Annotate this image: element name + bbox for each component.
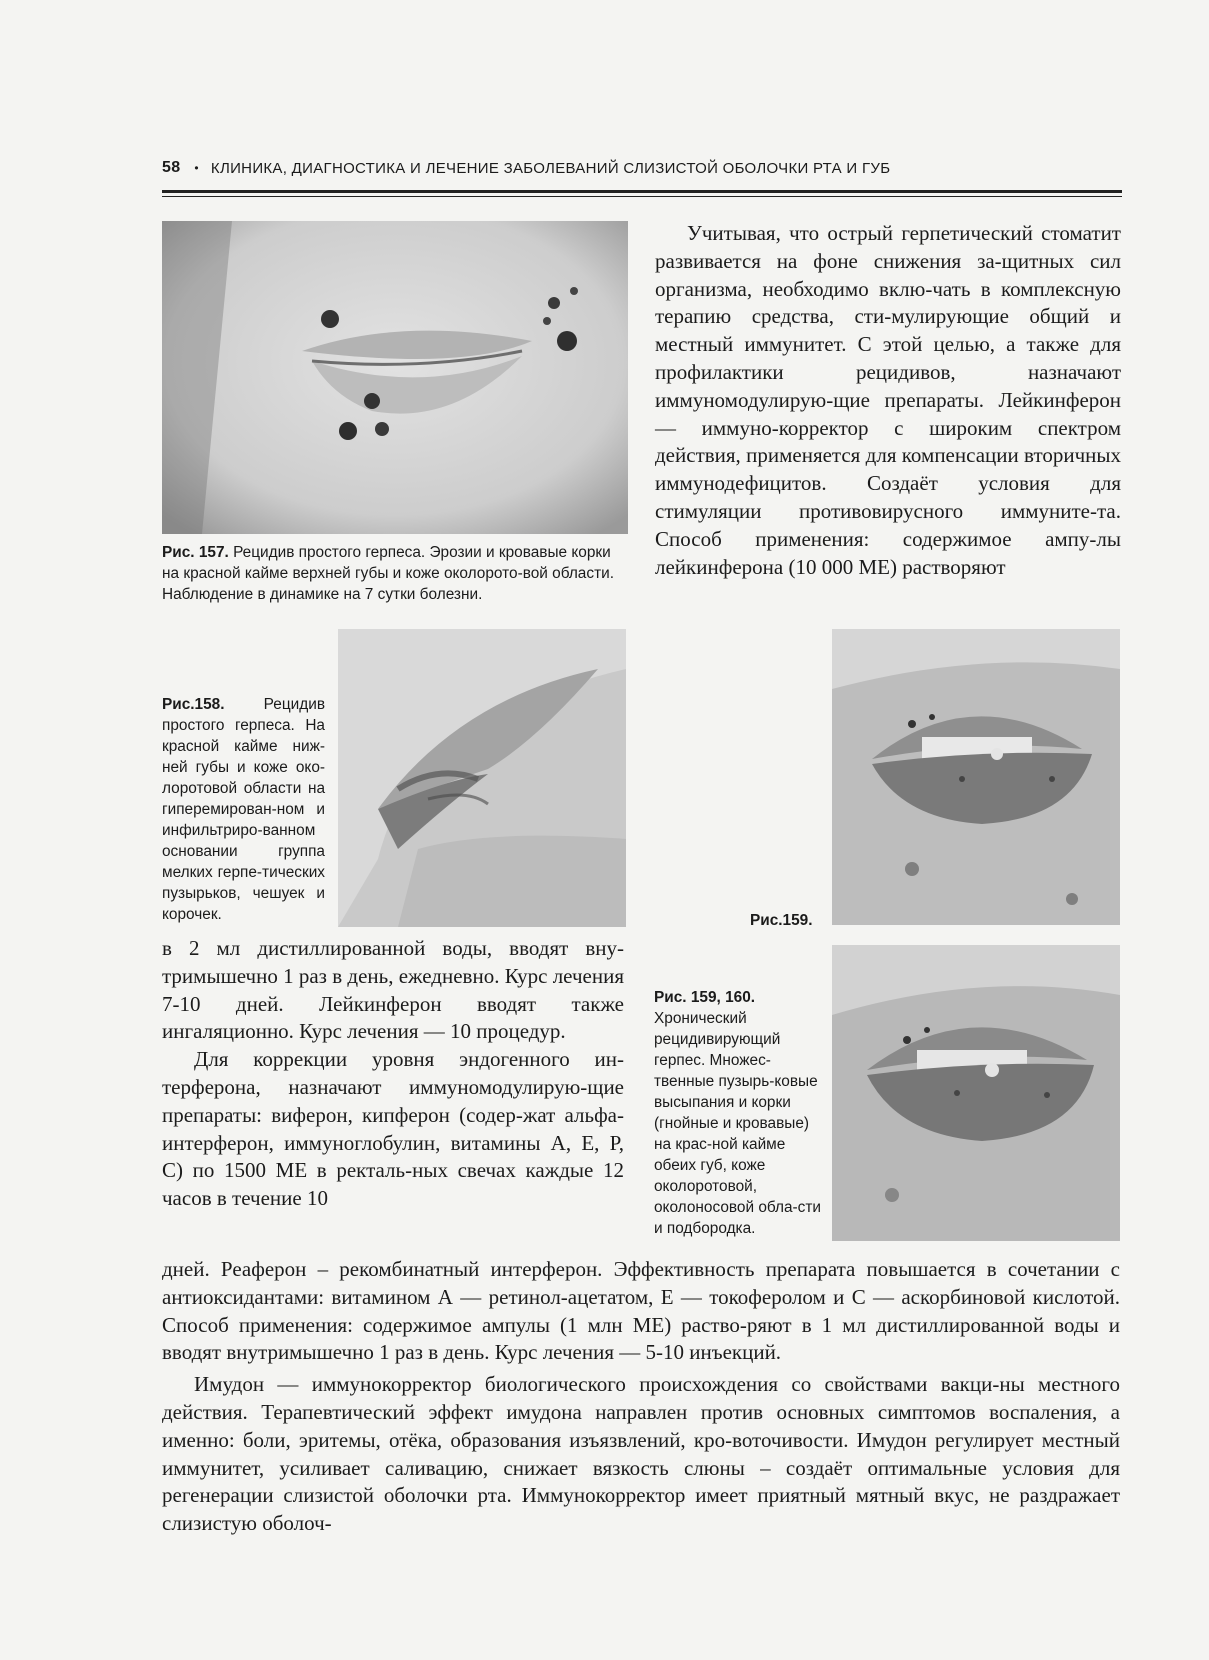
header-rule-thick: [162, 190, 1122, 193]
figure-158-photo: [338, 629, 626, 927]
figure-157-photo: [162, 221, 628, 534]
left-column-text: [162, 935, 624, 1213]
figure-157-caption: [162, 542, 628, 605]
running-title: КЛИНИКА, ДИАГНОСТИКА И ЛЕЧЕНИЕ ЗАБОЛЕВАНИЙ СЛИЗИСТОЙ ОБОЛОЧКИ РТА И ГУБ: [210, 159, 891, 177]
figure-158-caption: [162, 694, 325, 925]
paragraph-leikinferon-continued: в 2 мл дистиллированной воды, вводят вну-тримышечно 1 раз в день, ежедневно. Курс лечения 7-10 дней. Лейкинферон вводят также ингаляционно. Курс лечения — 10 процедур.: [162, 936, 624, 1044]
figure-158-label: Рис.158.: [162, 696, 225, 713]
figure-160-photo: [832, 945, 1120, 1241]
paragraph-leikinferon: Учитывая, что острый герпетический стоматит развивается на фоне снижения за-щитных сил организма, необходимо вклю-чать в комплексную терапию средства, сти-мулирующие общий и местный иммунитет. С этой целью, а также для профилактики рецидивов, назначают иммуномодулирую-щие препараты. Лейкинферон — иммуно-корректор с широким спектром действия, применяется для компенсации вторичных иммунодефицитов. Создаёт условия для стимуляции противовирусного иммунитe-та. Способ применения: содержимое ампу-лы лейкинферона (10 000 МЕ) растворяют: [655, 221, 1121, 579]
header-rule-thin: [162, 196, 1122, 197]
figure-157-text: Рецидив простого герпеса. Эрозии и кровавые корки на красной кайме верхней губы и коже околорото-вой области. Наблюдение в динамике на 7 сутки болезни.: [162, 544, 614, 603]
header-bullet: •: [194, 161, 199, 175]
right-column-paragraph: [655, 220, 1121, 581]
figure-159-160-text: Хронический рецидивирующий герпес. Множес-твенные пузырь-ковые высыпания и корки (гнойные и кровавые) на крас-ной кайме обеих губ, коже околоротовой, околоносовой обла-сти и подбородка.: [654, 1010, 822, 1237]
figure-158-text: Рецидив простого герпеса. На красной кайме ниж-ней губы и коже око-лоротовой области на гиперемирован-ном и инфильтриро-ванном основании группа мелких герпе-тических пузырьков, чешуек и корочек.: [162, 696, 325, 923]
page-number: 58: [162, 159, 181, 176]
full-width-text: [162, 1256, 1120, 1538]
figure-159-label: Рис.159.: [750, 912, 813, 929]
figure-159-caption: [750, 910, 825, 931]
figure-159-160-label: Рис. 159, 160.: [654, 989, 756, 1006]
figure-159-photo: [832, 629, 1120, 925]
figure-159-160-caption: [654, 987, 824, 1239]
running-header: [162, 156, 1122, 180]
paragraph-imudon: Имудон — иммунокорректор биологического происхождения со свойствами вакци-ны местного действия. Терапевтический эффект имудона направлен против основных симптомов воспаления, а именно: боли, эритемы, отёка, образования изъязвлений, кро-воточивости. Имудон регулирует местный иммунитет, усиливает саливацию, снижает вязкость слюны – создаёт оптимальные условия для регенерации слизистой оболочки рта. Иммунокорректор имеет приятный мятный вкус, не раздражает слизистую оболоч-: [162, 1372, 1120, 1536]
paragraph-reaferon: дней. Реаферон – рекомбинатный интерферон. Эффективность препарата повышается в сочетании с антиоксидантами: витамином А — ретинол-ацетатом, Е — токоферолом и С — аскорбиновой кислотой. Способ применения: содержимое ампулы (1 млн МЕ) раство-ряют в 1 мл дистиллированной воды и вводят внутримышечно 1 раз в день. Курс лечения — 5-10 инъекций.: [162, 1257, 1120, 1365]
figure-157-label: Рис. 157.: [162, 544, 229, 561]
paragraph-interferon: Для коррекции уровня эндогенного ин-терферона, назначают иммуномодулирую-щие препараты: виферон, кипферон (содер-жат альфа-интерферон, иммуноглобулин, витамины А, Е, Р, С) по 1500 МЕ в ректаль-ных свечах каждые 12 часов в течение 10: [162, 1047, 624, 1211]
